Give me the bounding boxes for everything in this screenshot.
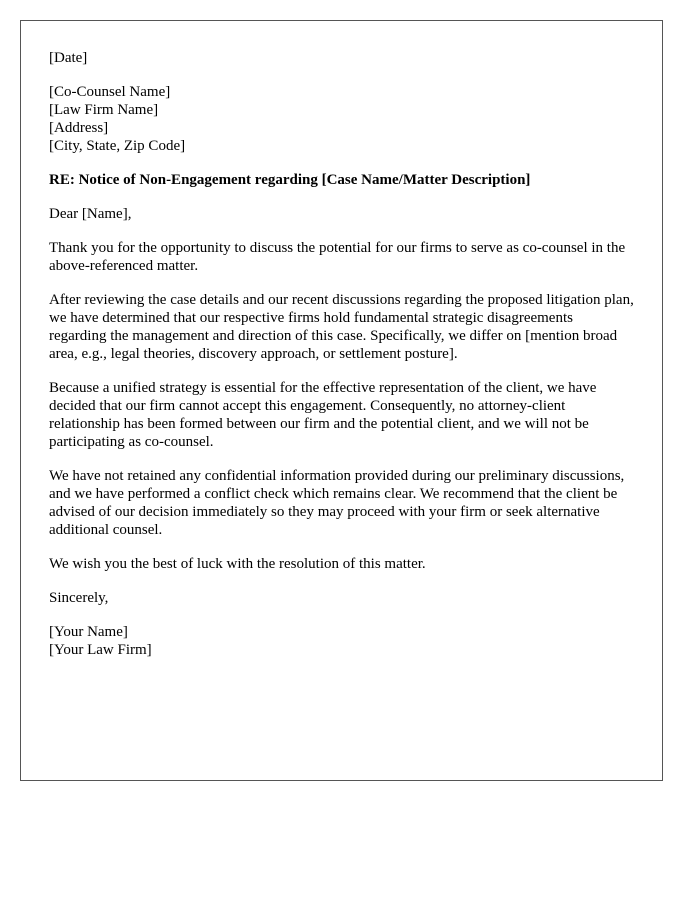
subject-line: RE: Notice of Non-Engagement regarding [Case Name/Matter Description] [49,172,531,188]
body-paragraph: After reviewing the case details and our recent discussions regarding the proposed litigation plan, we have determined that our respective firms hold fundamental strategic disagreements regarding the management and direction of this case. Specifically, we differ on [mention broad area, e.g., legal theories, discovery approach, or settlement posture]. [49,292,634,362]
signature-name: [Your Name] [49,624,128,640]
recipient-firm: [Law Firm Name] [49,102,159,118]
closing: Sincerely, [49,590,109,606]
recipient-city-state-zip: [City, State, Zip Code] [49,138,186,154]
body-paragraph: We wish you the best of luck with the resolution of this matter. [49,556,426,572]
recipient-name: [Co-Counsel Name] [49,84,171,100]
body-paragraph: Thank you for the opportunity to discuss the potential for our firms to serve as co-counsel in the above-referenced matter. [49,240,626,274]
signature-block [49,623,634,659]
letter [20,20,663,781]
signature-firm: [Your Law Firm] [49,642,152,658]
body-paragraph: Because a unified strategy is essential for the effective representation of the client, we have decided that our firm cannot accept this engagement. Consequently, no attorney-client relationship has been formed between our firm and the potential client, and we will not be participating as co-counsel. [49,380,597,450]
recipient-address: [Address] [49,120,109,136]
letter-date: [Date] [49,50,88,66]
body-paragraph: We have not retained any confidential information provided during our preliminary discussions, and we have performed a conflict check which remains clear. We recommend that the client be advised of our decision immediately so they may proceed with your firm or seek alternative additional counsel. [49,468,625,538]
salutation: Dear [Name], [49,206,132,222]
recipient-block [49,83,634,155]
